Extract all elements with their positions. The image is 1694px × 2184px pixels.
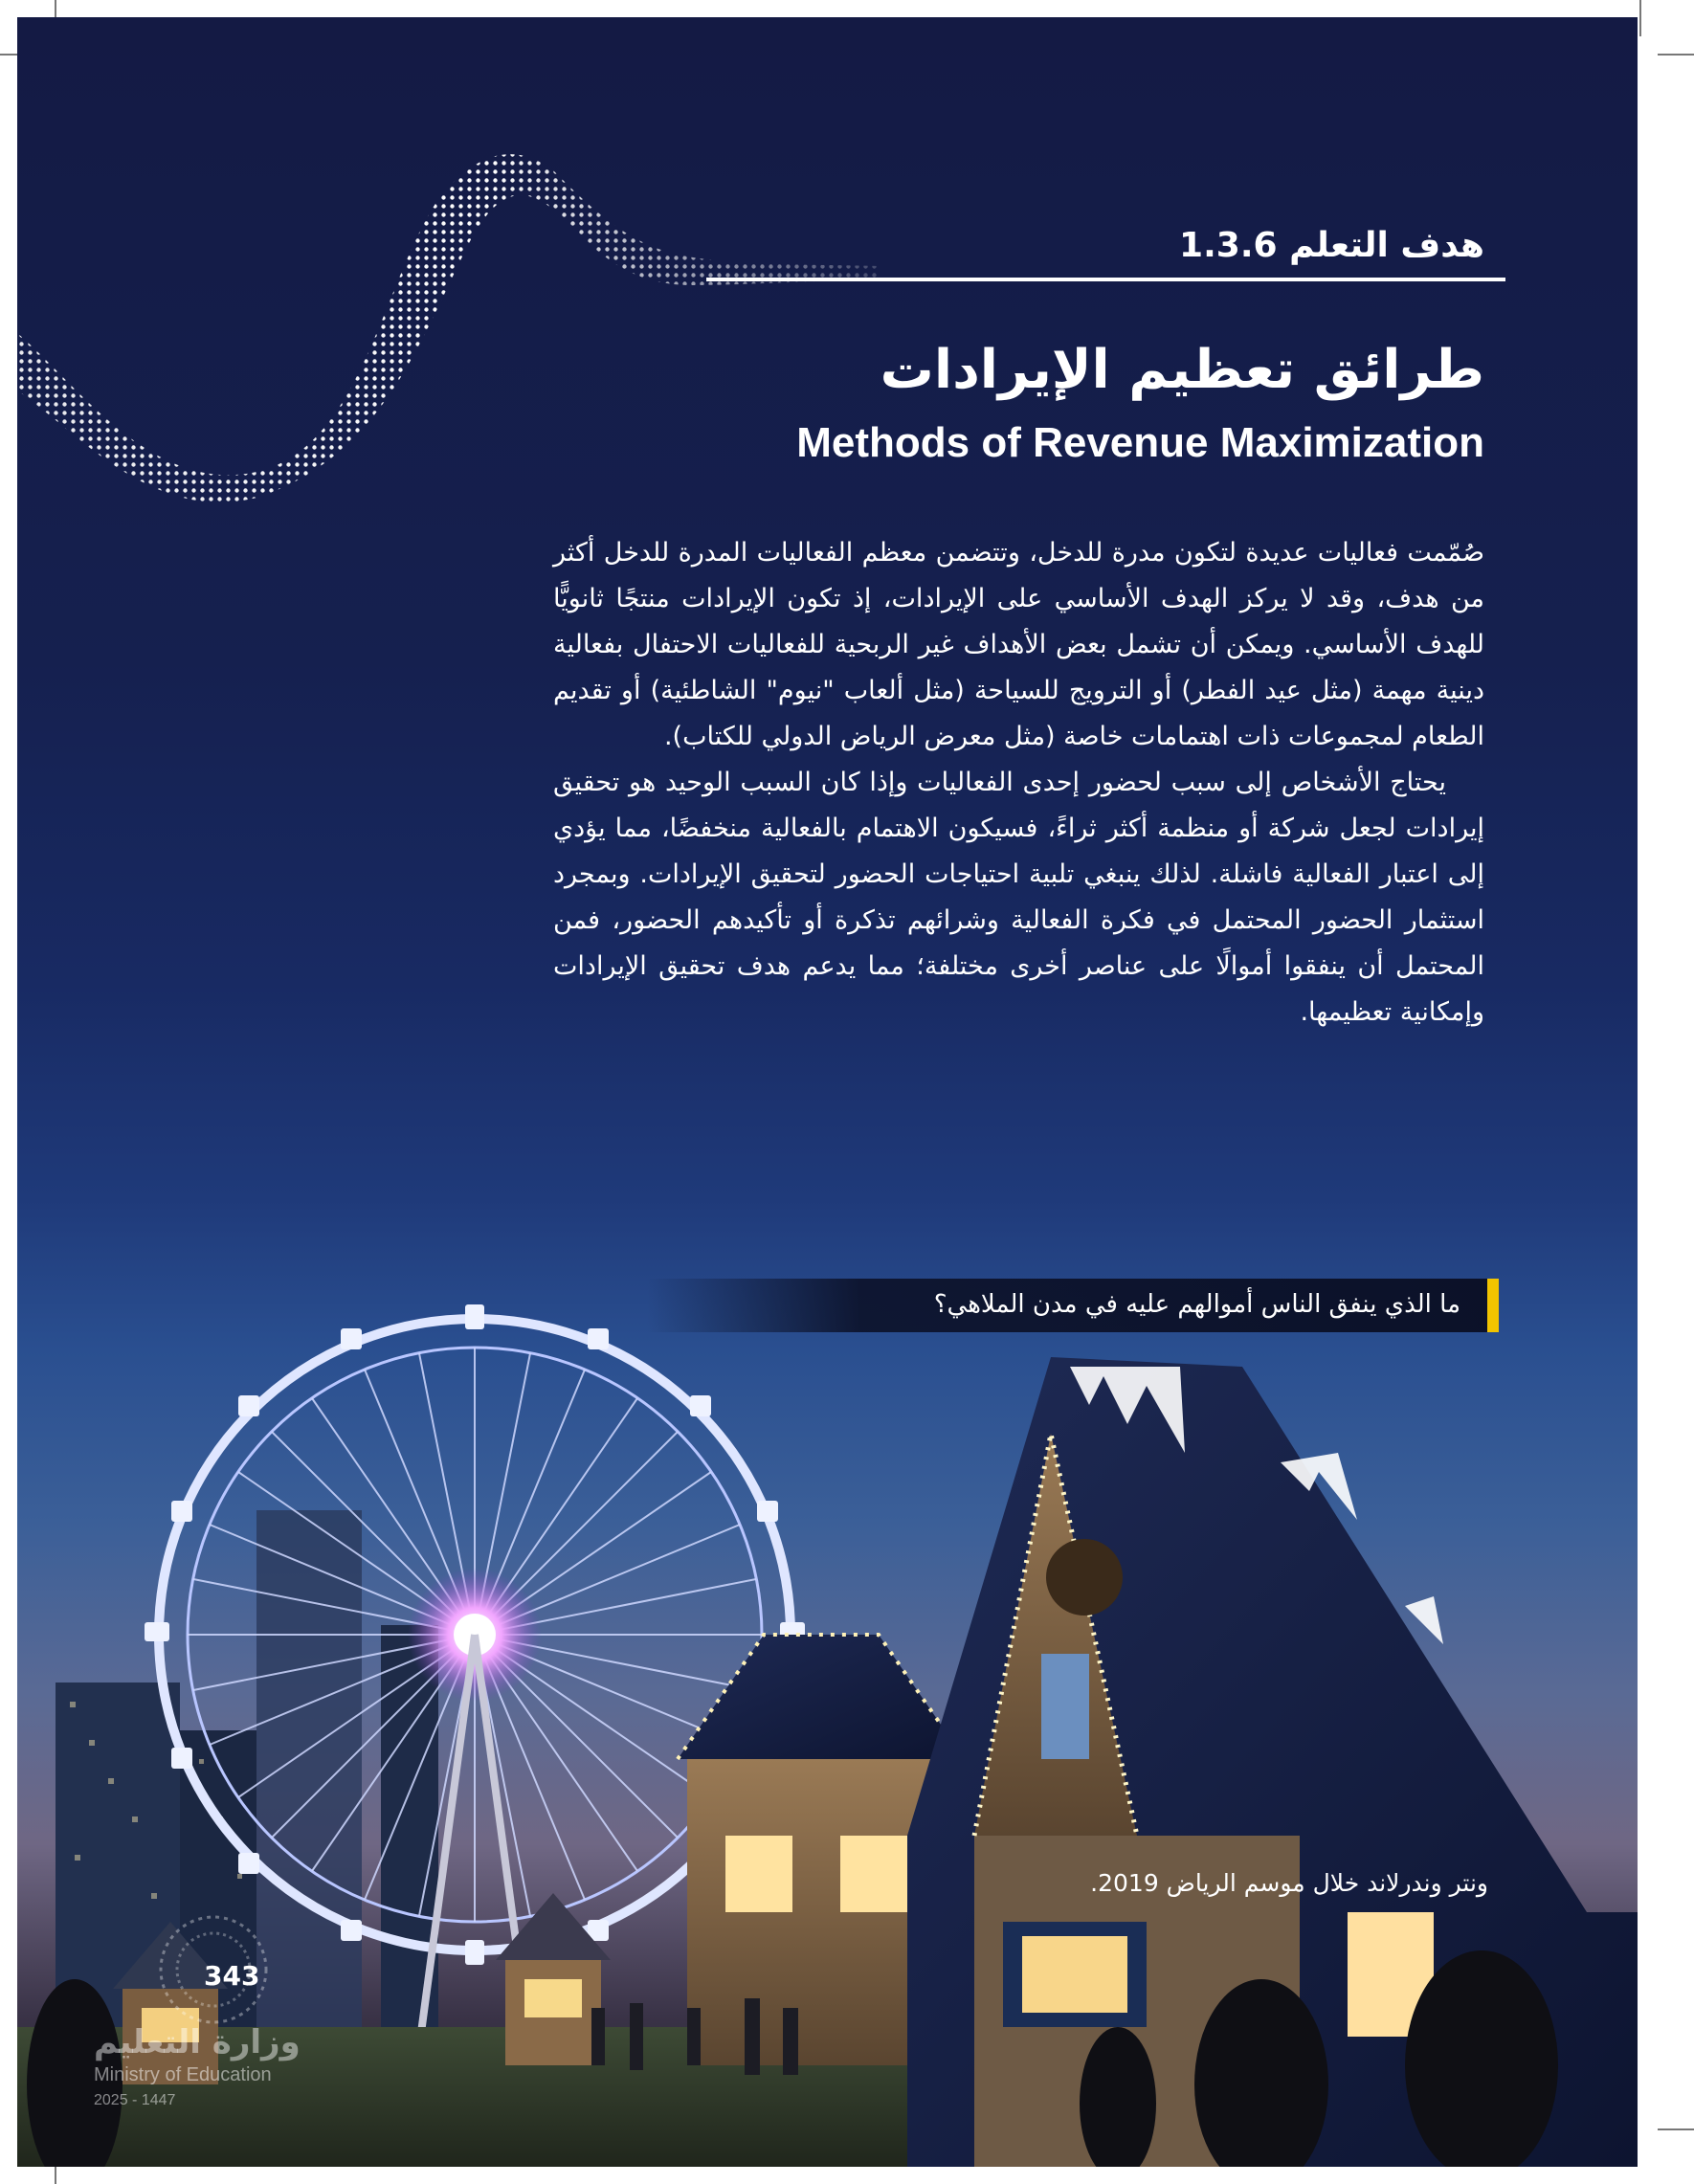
page <box>17 17 1638 2167</box>
figure-question: ما الذي ينفق الناس أموالهم عليه في مدن الملاهي؟ <box>933 1290 1460 1319</box>
learning-objective <box>1179 226 1484 265</box>
figure-question-bar <box>647 1279 1499 1332</box>
paragraph: يحتاج الأشخاص إلى سبب لحضور إحدى الفعاليات وإذا كان السبب الوحيد هو تحقيق إيرادات لجعل شركة أو منظمة أكثر ثراءً، فسيكون الاهتمام بالفعالية منخفضًا، مما يؤدي إلى اعتبار الفعالية فاشلة. لذلك ينبغي تلبية احتياجات الحضور لتحقيق الإيرادات. وبمجرد استثمار الحضور المحتمل في فكرة الفعالية وشرائهم تذكرة أو تأكيدهم الحضور، فمن المحتمل أن ينفقوا أموالًا على عناصر أخرى مختلفة؛ مما يدعم هدف تحقيق الإيرادات وإمكانية تعظيمها. <box>553 768 1484 1027</box>
crop-mark <box>1658 54 1694 56</box>
photo-caption: ونتر وندرلاند خلال موسم الرياض 2019. <box>1090 1869 1488 1897</box>
accent-marker <box>1487 1279 1499 1332</box>
page-number: 343 <box>204 1960 260 1992</box>
header-rule <box>706 278 1505 281</box>
ministry-name-english: Ministry of Education <box>94 2064 272 2085</box>
edition-year: 2025 - 1447 <box>94 2092 176 2108</box>
page-title-arabic: طرائق تعظيم الإيرادات <box>880 339 1484 401</box>
ministry-name-arabic: وزارة التعليم <box>94 2023 301 2061</box>
dotted-wave-graphic <box>17 142 879 505</box>
page-title-english: Methods of Revenue Maximization <box>796 419 1484 466</box>
body-text <box>553 530 1484 1036</box>
crop-mark <box>1639 0 1641 36</box>
objective-label: هدف التعلم 1.3.6 <box>1179 226 1484 265</box>
ministry-logo <box>70 1912 319 2123</box>
crop-mark <box>1658 2128 1694 2130</box>
paragraph: صُمّمت فعاليات عديدة لتكون مدرة للدخل، وتتضمن معظم الفعاليات المدرة للدخل أكثر من هدف، وقد لا يركز الهدف الأساسي على الإيرادات، إذ تكون الإيرادات منتجًا ثانويًّا للهدف الأساسي. ويمكن أن تشمل بعض الأهداف غير الربحية للفعاليات الاحتفال بفعالية دينية مهمة (مثل عيد الفطر) أو الترويج للسياحة (مثل ألعاب "نيوم" الشاطئية) أو تقديم الطعام لمجموعات ذات اهتمامات خاصة (مثل معرض الرياض الدولي للكتاب). <box>553 538 1484 751</box>
